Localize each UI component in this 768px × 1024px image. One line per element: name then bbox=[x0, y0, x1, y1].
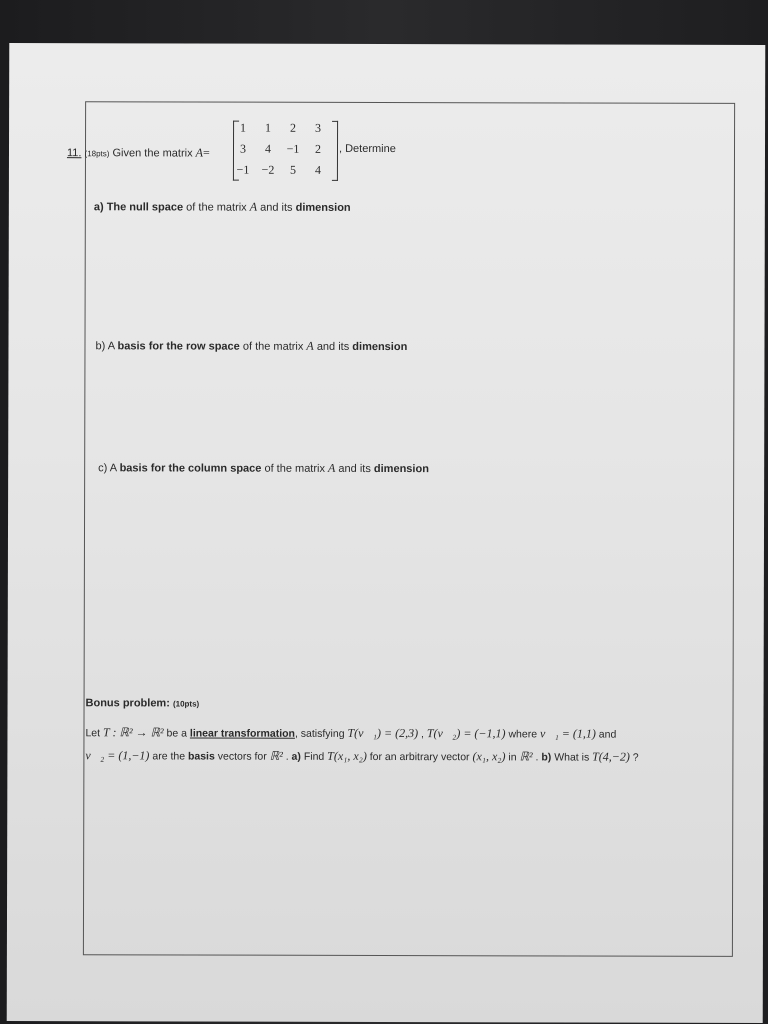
problem-header bbox=[67, 145, 210, 160]
part-c bbox=[98, 460, 429, 476]
part-c-bold1: basis for the column space bbox=[119, 462, 262, 475]
bonus-r2b: ℝ² bbox=[519, 749, 533, 764]
bonus-in: in bbox=[505, 751, 520, 764]
bonus-r2: ℝ² bbox=[269, 748, 283, 763]
paper-sheet bbox=[7, 43, 766, 1023]
matrix-cell: 4 bbox=[314, 162, 321, 177]
part-b-mid2: and its bbox=[313, 340, 353, 353]
part-a-mid2: and its bbox=[257, 201, 296, 214]
problem-points: (18pts) bbox=[84, 149, 110, 159]
part-c-mid: of the matrix bbox=[261, 462, 329, 475]
matrix-cell: 3 bbox=[239, 141, 247, 156]
part-b-prefix: b) A bbox=[95, 340, 118, 353]
part-b-mid: of the matrix bbox=[239, 340, 307, 353]
bonus-part-a: a) bbox=[291, 750, 301, 763]
bonus-where: where bbox=[505, 728, 540, 741]
bonus-map: T : ℝ² → ℝ² bbox=[102, 725, 164, 740]
bonus-v2: v⃗₂ = (1,−1) bbox=[85, 748, 150, 763]
matrix-name: A bbox=[195, 145, 204, 160]
matrix-cell: 2 bbox=[290, 120, 297, 135]
matrix-cell: 4 bbox=[264, 141, 272, 156]
bonus-question: ? bbox=[629, 751, 639, 764]
bonus-condition-1: T(v⃗₁) = (2,3) bbox=[347, 725, 419, 741]
matrix-cell: 1 bbox=[265, 120, 272, 135]
part-c-mid2: and its bbox=[335, 462, 374, 475]
bonus-line-1 bbox=[85, 725, 616, 741]
bonus-dot2: . bbox=[532, 751, 542, 764]
matrix-cell: −1 bbox=[236, 162, 250, 177]
matrix-cell: 1 bbox=[240, 120, 247, 135]
bonus-arbitrary: for an arbitrary vector bbox=[366, 750, 473, 764]
bonus-find: Find bbox=[300, 750, 328, 763]
part-b-var: A bbox=[306, 338, 314, 353]
bonus-part-b: b) bbox=[541, 751, 552, 764]
equals-sign: = bbox=[202, 145, 210, 160]
part-a bbox=[94, 199, 351, 215]
bonus-are: are the bbox=[149, 750, 188, 763]
bonus-t42: T(4,−2) bbox=[592, 749, 630, 764]
matrix-cell: 3 bbox=[315, 120, 322, 135]
bonus-title-text: Bonus problem: bbox=[85, 697, 170, 710]
bonus-line-2 bbox=[85, 748, 638, 764]
part-c-prefix: c) A bbox=[98, 462, 120, 475]
bonus-condition-2: T(v⃗₂) = (−1,1) bbox=[426, 726, 506, 741]
matrix-right-bracket bbox=[332, 121, 338, 181]
bonus-basis: basis bbox=[187, 750, 215, 763]
bonus-x: (x₁, x₂) bbox=[472, 749, 506, 764]
matrix-cell: −2 bbox=[261, 162, 275, 177]
part-a-bold1: The null space bbox=[106, 201, 184, 214]
bonus-points: (10pts) bbox=[172, 699, 200, 709]
answer-frame bbox=[83, 101, 735, 957]
problem-number: 11. bbox=[66, 147, 82, 160]
matrix-cell: 2 bbox=[314, 141, 322, 156]
part-b bbox=[95, 338, 407, 354]
bonus-linear-transformation: linear transformation bbox=[189, 727, 295, 740]
part-a-var: A bbox=[249, 199, 258, 214]
bonus-and: and bbox=[595, 728, 617, 741]
determine-text: , Determine bbox=[338, 142, 396, 156]
bonus-tx: T(x₁, x₂) bbox=[327, 748, 367, 763]
bonus-title bbox=[86, 697, 200, 709]
bonus-satisfying: , satisfying bbox=[294, 727, 348, 740]
bonus-let: Let bbox=[85, 727, 104, 740]
part-a-prefix: a) bbox=[93, 201, 107, 214]
bonus-comma: , bbox=[418, 728, 427, 741]
part-c-bold2: dimension bbox=[373, 462, 429, 476]
bonus-dot: . bbox=[282, 750, 292, 763]
bonus-v1: v⃗₁ = (1,1) bbox=[539, 726, 596, 741]
matrix-cell: 5 bbox=[289, 162, 296, 177]
bonus-vectors: vectors for bbox=[214, 750, 270, 763]
part-a-bold2: dimension bbox=[295, 201, 351, 214]
part-c-var: A bbox=[328, 460, 336, 475]
bonus-be: be a bbox=[163, 727, 190, 740]
part-b-bold1: basis for the row space bbox=[117, 340, 240, 353]
part-a-mid: of the matrix bbox=[183, 201, 250, 214]
bonus-what: What is bbox=[551, 751, 593, 764]
part-b-bold2: dimension bbox=[352, 340, 408, 354]
matrix-cell: −1 bbox=[286, 141, 300, 156]
problem-intro: Given the matrix bbox=[112, 147, 193, 160]
